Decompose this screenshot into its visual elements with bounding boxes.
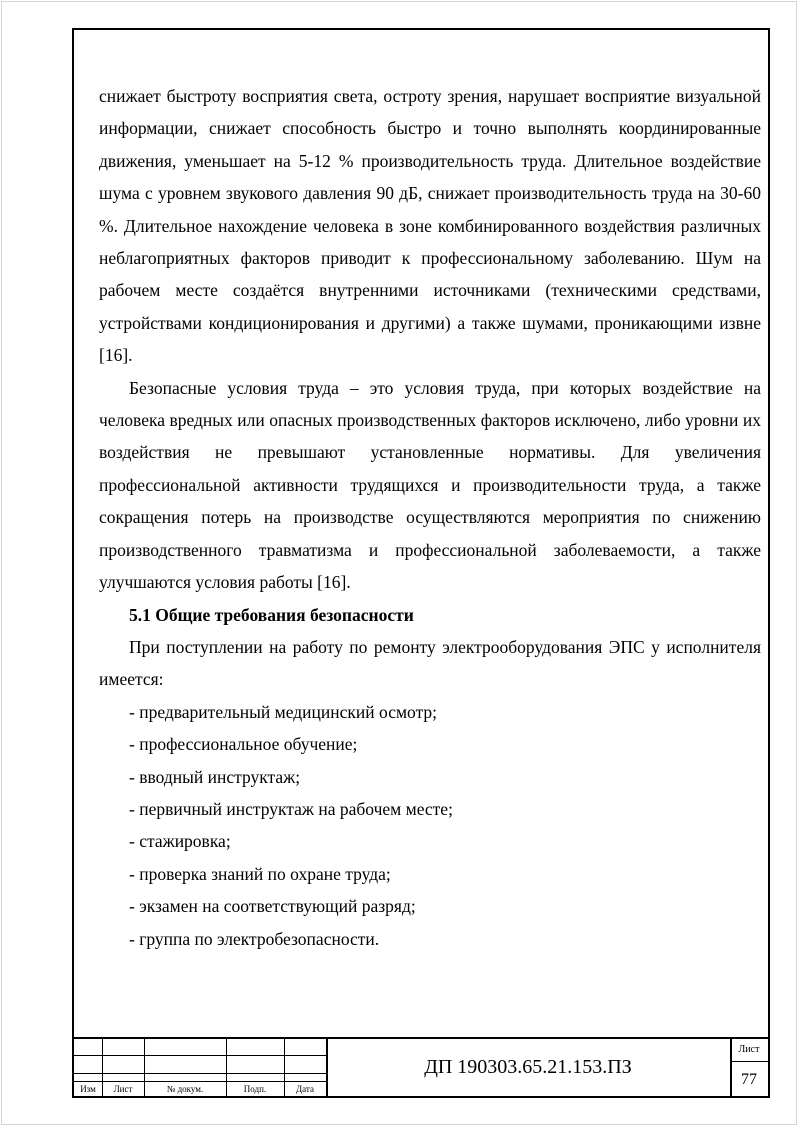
stamp-row-line <box>74 1081 326 1082</box>
paragraph-2: Безопасные условия труда – это условия труда, при которых воздействие на человека вредных или опасных производственных факторов исключено, либо уровни их воздействия не превышают установленные нормативы. Для увеличения профессиональной активности трудящихся и производительности труда, а также сокращения потерь на производстве осуществляются мероприятия по снижению производственного травматизма и профессиональной заболеваемости, а также улучшаются условия работы [16]. <box>99 377 761 593</box>
col-date-label: Дата <box>296 1084 314 1094</box>
paragraph-1: снижает быстроту восприятия света, остроту зрения, нарушает восприятие визуальной информации, снижает способность быстро и точно выполнять координированные движения, уменьшает на 5-12 % производительность труда. Длительное воздействие шума с уровнем звукового давления 90 дБ, снижает производительность труда на 30-60 %. Длительное нахождение человека в зоне комбинированного воздействия различных неблагоприятных факторов приводит к профессиональному заболеванию. Шум на рабочем месте создаётся внутренними источниками (техническими средствами, устройствами кондиционирования и другими) а также шумами, проникающими извне [16]. <box>99 86 761 366</box>
list-item: - профессиональное обучение; <box>129 734 358 755</box>
list-item: - предварительный медицинский осмотр; <box>129 701 438 722</box>
list-item: - проверка знаний по охране труда; <box>129 863 391 884</box>
list-item: - экзамен на соответствующий разряд; <box>129 896 416 917</box>
col-sign-label: Подп. <box>243 1084 267 1094</box>
title-block <box>74 1037 768 1096</box>
list-item: - стажировка; <box>129 831 231 852</box>
col-izm-label: Изм <box>80 1084 96 1094</box>
list-item: - группа по электробезопасности. <box>129 928 380 949</box>
page-body <box>99 80 761 955</box>
requirements-list <box>99 696 761 955</box>
stamp-row-line <box>74 1073 326 1074</box>
drawing-frame <box>72 28 770 1098</box>
section-heading: 5.1 Общие требования безопасности <box>129 604 414 625</box>
list-item: - первичный инструктаж на рабочем месте; <box>129 798 453 819</box>
stamp-row-line <box>74 1055 326 1056</box>
sheet-label: Лист <box>738 1044 760 1055</box>
col-doc-label: № докум. <box>166 1084 204 1094</box>
sheet-number: 77 <box>741 1071 757 1088</box>
document-code: ДП 190303.65.21.153.ПЗ <box>424 1056 632 1078</box>
paragraph-3: При поступлении на работу по ремонту электрооборудования ЭПС у исполнителя имеется: <box>99 636 761 690</box>
sheet-divider <box>730 1061 768 1062</box>
col-list-label: Лист <box>113 1084 133 1094</box>
list-item: - вводный инструктаж; <box>129 766 301 787</box>
